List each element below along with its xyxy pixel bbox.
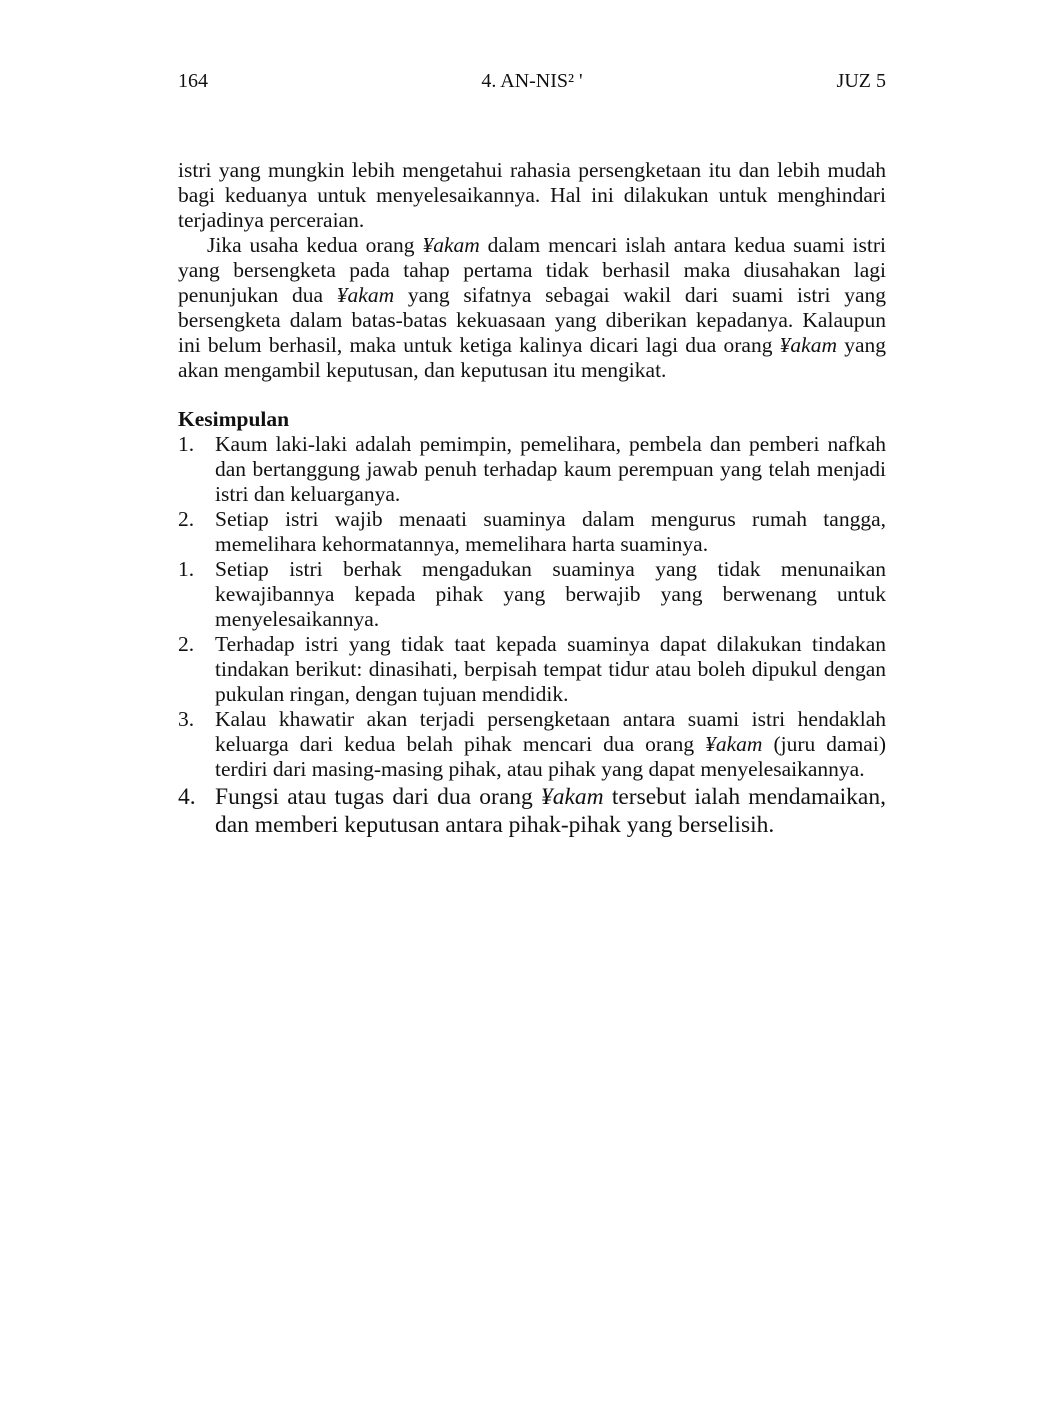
list-item [178, 557, 886, 632]
list-item [178, 707, 886, 782]
juz-label: JUZ 5 [836, 70, 886, 92]
running-header [178, 70, 886, 100]
paragraph-continued: istri yang mungkin lebih mengetahui rahasia persengketaan itu dan lebih mudah bagi keduanya untuk menyelesaikannya. Hal ini dilakukan untuk menghindari terjadinya perceraian. [178, 158, 886, 232]
text-run: yang akan mengambil keputusan, dan keputusan itu mengikat. [178, 333, 886, 382]
list-number: 1. [178, 557, 195, 581]
text-run: Jika usaha kedua orang [207, 233, 423, 257]
list-number: 2. [178, 507, 195, 531]
term-hakam: ¥akam [705, 732, 763, 756]
term-hakam: ¥akam [779, 333, 837, 357]
term-hakam: ¥akam [336, 283, 395, 307]
conclusion-list [178, 432, 886, 839]
list-item [178, 783, 886, 839]
list-item-text: Terhadap istri yang tidak taat kepada suaminya dapat dilakukan tindakan tindakan berikut: dinasihati, berpisah tempat tidur atau boleh dipukul dengan pukulan ringan, dengan tujuan mendidik. [215, 632, 886, 706]
term-hakam: ¥akam [540, 784, 604, 810]
page-content [178, 158, 886, 839]
list-item-text: tersebut ialah mendamaikan, dan memberi keputusan antara pihak-pihak yang berselisih. [215, 784, 886, 838]
paragraph-hakam [178, 233, 886, 383]
text-run: dalam mencari islah antara kedua suami istri yang bersengketa pada tahap pertama tidak berhasil maka diusahakan lagi penunjukan dua [178, 233, 887, 307]
list-number: 3. [178, 707, 195, 731]
page-number: 164 [178, 70, 208, 92]
list-item [178, 432, 886, 507]
list-item-text: Kaum laki-laki adalah pemimpin, pemelihara, pembela dan pemberi nafkah dan bertanggung jawab penuh terhadap kaum perempuan yang telah menjadi istri dan keluarganya. [215, 432, 886, 506]
list-item-text: Setiap istri wajib menaati suaminya dalam mengurus rumah tangga, memelihara kehormatannya, memelihara harta suaminya. [215, 507, 886, 556]
list-number: 2. [178, 632, 195, 656]
list-item-text: Kalau khawatir akan terjadi persengketaan antara suami istri hendaklah keluarga dari kedua belah pihak mencari dua orang [215, 707, 886, 756]
text-run: yang sifatnya sebagai wakil dari suami istri yang bersengketa dalam batas-batas kekuasaan yang diberikan kepadanya. Kalaupun ini belum berhasil, maka untuk ketiga kalinya dicari lagi dua orang [178, 283, 886, 357]
list-item [178, 507, 886, 557]
term-hakam: ¥akam [422, 233, 480, 257]
chapter-title: 4. AN-NIS² ' [481, 70, 583, 92]
list-item-text: Fungsi atau tugas dari dua orang [215, 784, 541, 810]
list-item-text: Setiap istri berhak mengadukan suaminya yang tidak menunaikan kewajibannya kepada pihak yang berwajib yang berwenang untuk menyelesaikannya. [215, 557, 886, 631]
list-number: 1. [178, 432, 195, 456]
list-item [178, 632, 886, 707]
list-item-text: (juru damai) terdiri dari masing-masing pihak, atau pihak yang dapat menyelesaikannya. [215, 732, 886, 781]
list-number: 4. [178, 784, 196, 810]
section-heading: Kesimpulan [178, 407, 290, 431]
